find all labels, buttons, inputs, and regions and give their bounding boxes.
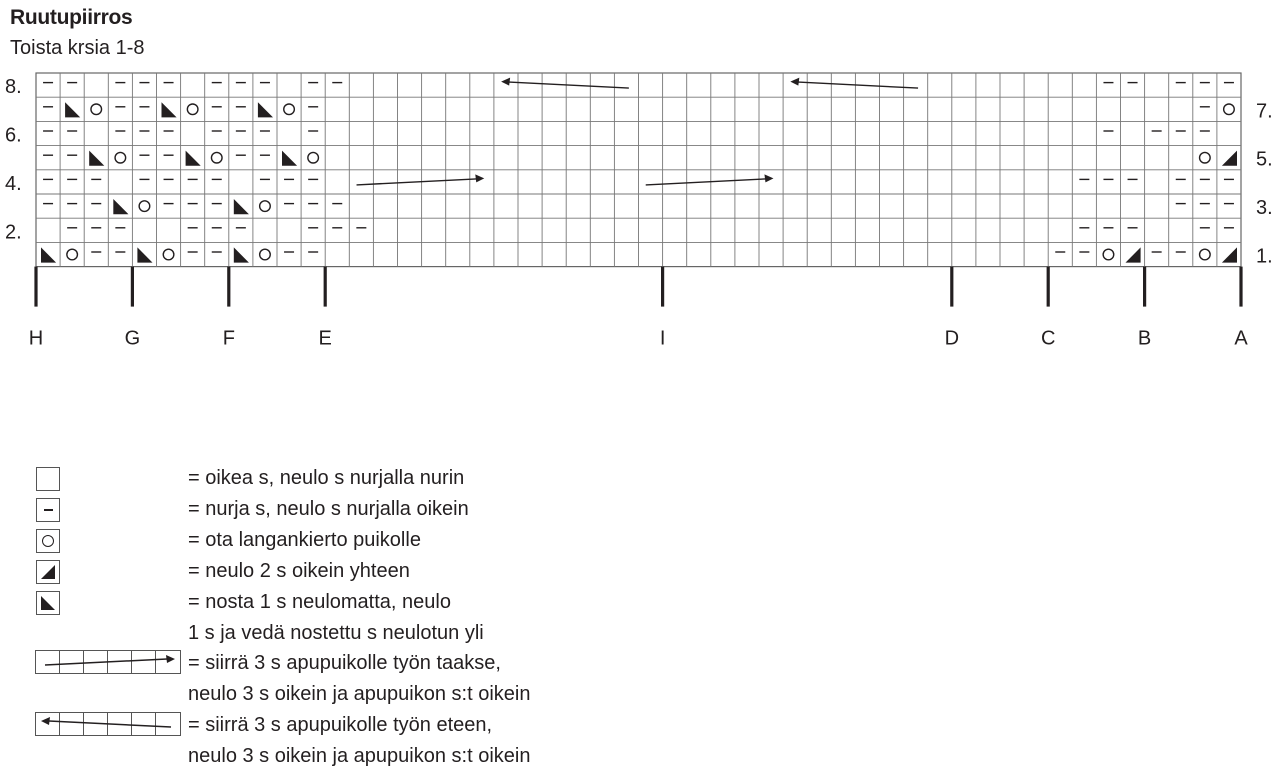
marker-label: G — [124, 327, 141, 350]
legend-icon-cable-right-arrow — [35, 650, 183, 676]
chart-title: Ruutupiirros — [10, 6, 133, 29]
legend-text-skp-line2: 1 s ja vedä nostettu s neulotun yli — [188, 622, 484, 644]
legend-icon-yarn-over-circle — [36, 529, 60, 553]
marker-label: F — [222, 327, 235, 350]
row-number-right: 5. — [1256, 148, 1273, 171]
legend-text-cable-back-line2: neulo 3 s oikein ja apupuikon s:t oikein — [188, 683, 531, 705]
marker-label: I — [659, 327, 666, 350]
row-number-left: 8. — [5, 76, 22, 99]
legend-text-skp-line1: = nosta 1 s neulomatta, neulo — [188, 591, 451, 613]
row-number-right: 3. — [1256, 197, 1273, 220]
marker-label: E — [318, 327, 332, 350]
legend-text-k2tog: = neulo 2 s oikein yhteen — [188, 560, 410, 582]
legend-icon-empty-square — [36, 467, 60, 491]
legend-text-cable-front-line2: neulo 3 s oikein ja apupuikon s:t oikein — [188, 745, 531, 767]
marker-label: B — [1137, 327, 1152, 350]
row-number-left: 2. — [5, 221, 22, 244]
marker-label: H — [28, 327, 44, 350]
marker-label: D — [944, 327, 960, 350]
legend-text-purl: = nurja s, neulo s nurjalla oikein — [188, 498, 469, 520]
legend-text-yarn-over: = ota langankierto puikolle — [188, 529, 421, 551]
marker-label: C — [1040, 327, 1056, 350]
marker-label: A — [1234, 327, 1248, 350]
legend-icon-skp-triangle — [36, 591, 60, 615]
legend-icon-purl-dash — [36, 498, 60, 522]
legend-text-cable-front-line1: = siirrä 3 s apupuikolle työn eteen, — [188, 714, 493, 736]
legend-text-cable-back-line1: = siirrä 3 s apupuikolle työn taakse, — [188, 652, 501, 674]
row-number-right: 1. — [1256, 245, 1273, 268]
row-number-right: 7. — [1256, 100, 1273, 123]
chart-subtitle: Toista krsia 1-8 — [10, 37, 145, 59]
legend-icon-cable-left-arrow — [35, 712, 183, 738]
row-number-left: 4. — [5, 172, 22, 195]
row-number-left: 6. — [5, 124, 22, 147]
legend-text-knit: = oikea s, neulo s nurjalla nurin — [188, 467, 465, 489]
legend-icon-k2tog-triangle — [36, 560, 60, 584]
